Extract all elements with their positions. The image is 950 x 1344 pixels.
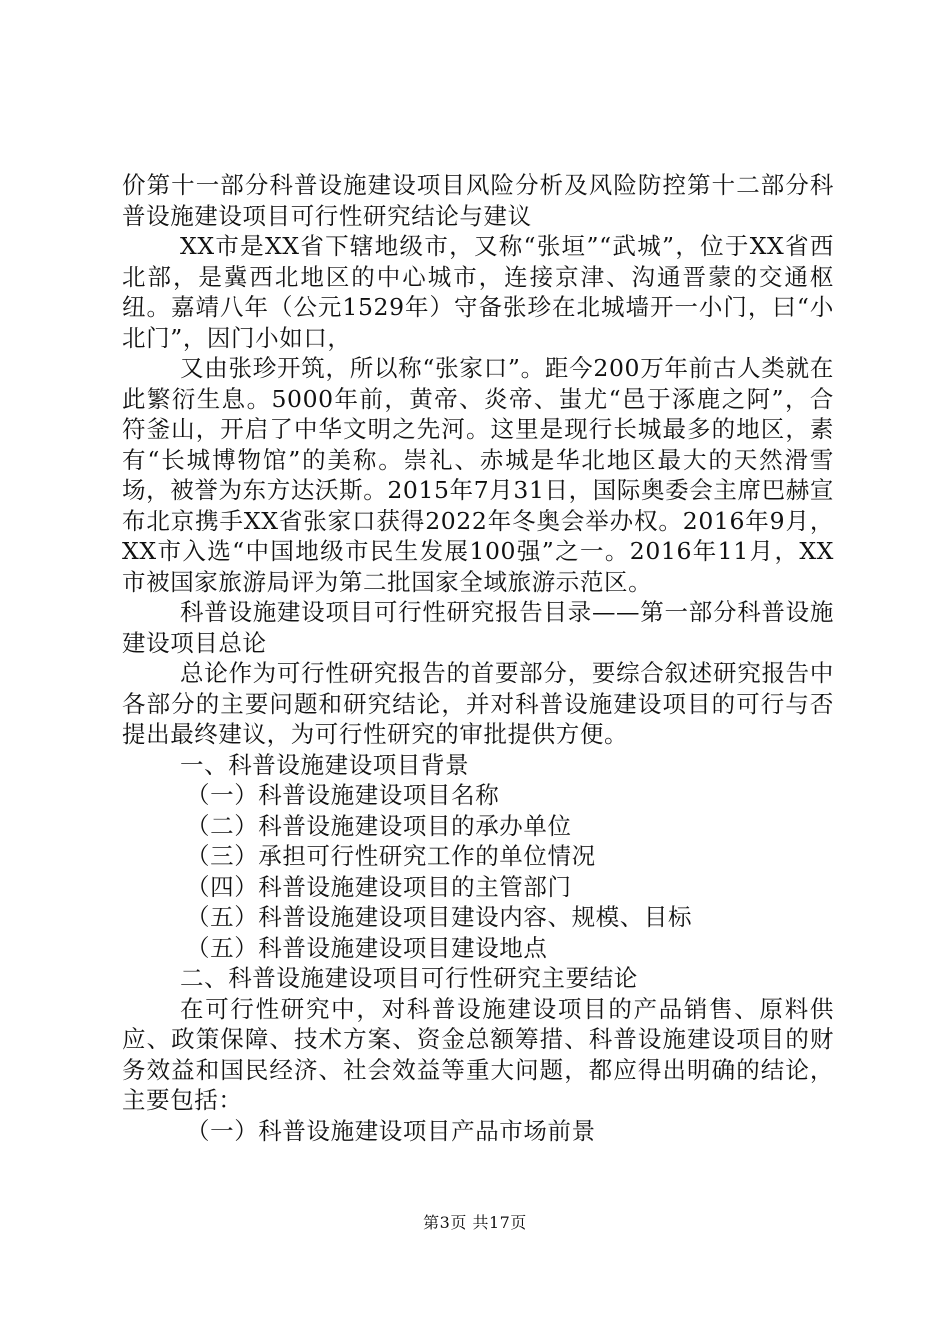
paragraph-city-intro: XX市是XX省下辖地级市，又称“张垣”“武城”，位于XX省西北部，是冀西北地区的中心城市，连接京津、沟通晋蒙的交通枢纽。嘉靖八年（公元1529年）守备张珍在北城墙开一小门，曰“小北门”，因门小如口， [122,232,834,352]
list-item-market-prospect: （一）科普设施建设项目产品市场前景 [186,1116,596,1145]
list-item-research-unit: （三）承担可行性研究工作的单位情况 [186,842,596,870]
list-item-construction-content: （五）科普设施建设项目建设内容、规模、目标 [186,903,693,931]
list-item-undertaking-unit: （二）科普设施建设项目的承办单位 [186,811,572,840]
paragraph-conclusions-intro: 在可行性研究中，对科普设施建设项目的产品销售、原料供应、政策保障、技术方案、资金总额筹措、科普设施建设项目的财务效益和国民经济、社会效益等重大问题，都应得出明确的结论，主要包括： [122,994,834,1114]
list-item-competent-department: （四）科普设施建设项目的主管部门 [186,872,572,901]
heading-main-conclusions: 二、科普设施建设项目可行性研究主要结论 [180,964,638,992]
paragraph-toc-continuation: 价第十一部分科普设施建设项目风险分析及风险防控第十二部分科普设施建设项目可行性研究结论与建议 [122,171,834,230]
list-item-construction-site: （五）科普设施建设项目建设地点 [186,933,548,962]
heading-project-background: 一、科普设施建设项目背景 [180,750,470,779]
paragraph-report-toc: 科普设施建设项目可行性研究报告目录——第一部分科普设施建设项目总论 [122,598,834,657]
body-text [122,170,834,1146]
list-item-project-name: （一）科普设施建设项目名称 [186,781,500,809]
paragraph-city-history: 又由张珍开筑，所以称“张家口”。距今200万年前古人类就在此繁衍生息。5000年前，黄帝、炎帝、蚩尤“邑于涿鹿之阿”，合符釜山，开启了中华文明之先河。这里是现行长城最多的地区，素有“长城博物馆”的美称。崇礼、赤城是华北地区最大的天然滑雪场，被誉为东方达沃斯。2015年7月31日，国际奥委会主席巴赫宣布北京携手XX省张家口获得2022年冬奥会举办权。2016年9月，XX市入选“中国地级市民生发展100强”之一。2016年11月，XX市被国家旅游局评为第二批国家全域旅游示范区。 [122,354,834,596]
page-footer: 第3页 共17页 [423,1213,527,1232]
paragraph-general-summary: 总论作为可行性研究报告的首要部分，要综合叙述研究报告中各部分的主要问题和研究结论，并对科普设施建设项目的可行与否提出最终建议，为可行性研究的审批提供方便。 [122,659,834,748]
